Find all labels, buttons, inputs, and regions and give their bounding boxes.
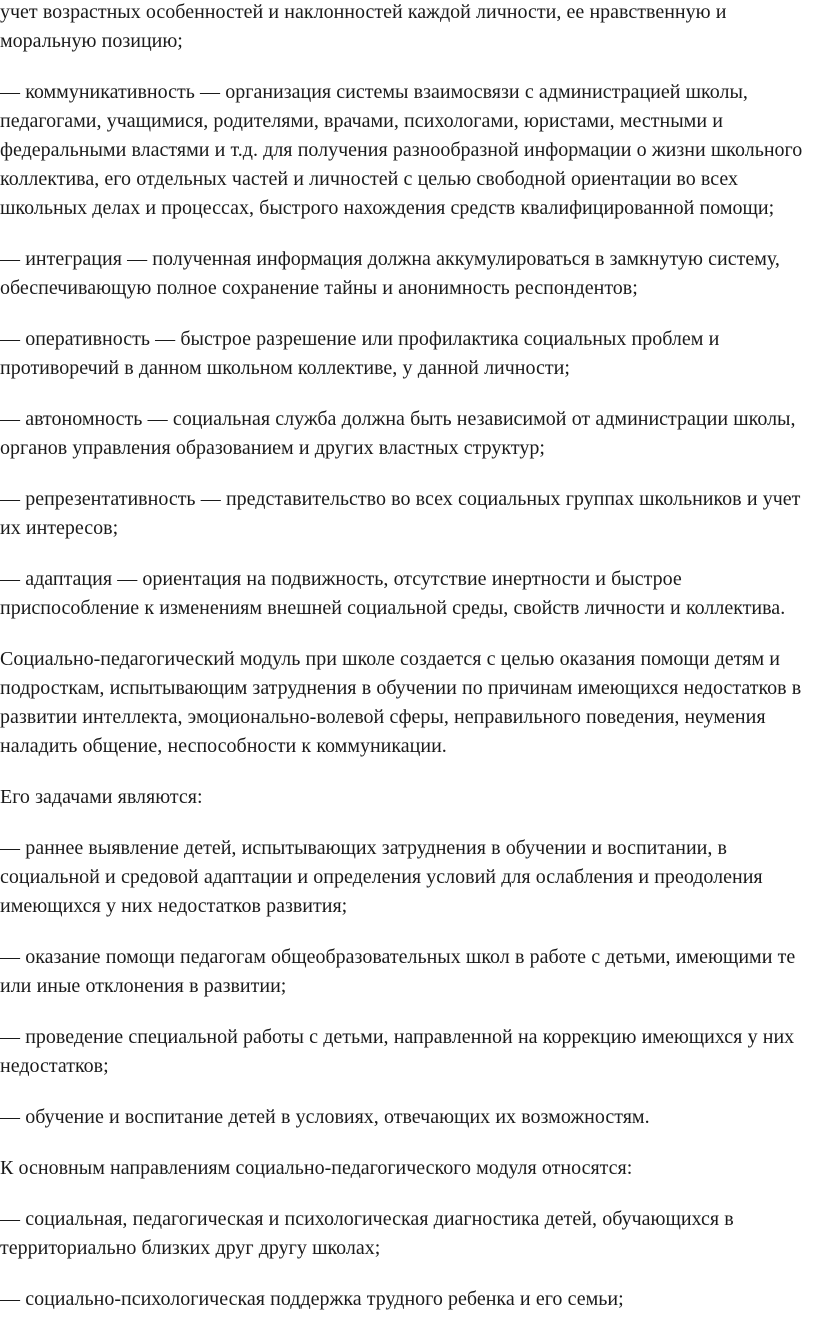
paragraph-2: — коммуникативность — организация системы взаимосвязи с администрацией школы, педагогами, учащимися, родителями, врачами, психологами, юристами, местными и федеральными властями и т.д. для получения разнообразной информации о жизни школьного коллектива, его отдельных частей и личностей с целью свободной ориентации во всех школьных делах и процессах, быстрого нахождения средств квалифицированной помощи; <box>0 81 803 219</box>
paragraph-14: К основным направлениям социально-педагогического модуля относятся: <box>0 1157 633 1179</box>
paragraph-9: Его задачами являются: <box>0 786 203 808</box>
paragraph-13: — обучение и воспитание детей в условиях, отвечающих их возможностям. <box>0 1106 650 1128</box>
paragraph-6: — репрезентативность — представительство во всех социальных группах школьников и учет их интересов; <box>0 488 801 539</box>
paragraph-3: — интеграция — полученная информация должна аккумулироваться в замкнутую систему, обеспечивающую полное сохранение тайны и анонимность респондентов; <box>0 248 780 299</box>
paragraph-11: — оказание помощи педагогам общеобразовательных школ в работе с детьми, имеющими те или иные отклонения в развитии; <box>0 946 796 997</box>
paragraph-7: — адаптация — ориентация на подвижность, отсутствие инертности и быстрое приспособление к изменениям внешней социальной среды, свойств личности и коллектива. <box>0 568 786 619</box>
paragraph-15: — социальная, педагогическая и психологическая диагностика детей, обучающихся в территориально близких друг другу школах; <box>0 1208 734 1259</box>
paragraph-1: учет возрастных особенностей и наклонностей каждой личности, ее нравственную и моральную позицию; <box>0 1 727 52</box>
paragraph-16: — социально-психологическая поддержка трудного ребенка и его семьи; <box>0 1288 624 1310</box>
paragraph-5: — автономность — социальная служба должна быть независимой от администрации школы, органов управления образованием и других властных структур; <box>0 408 796 459</box>
paragraph-8: Социально-педагогический модуль при школе создается с целью оказания помощи детям и подросткам, испытывающим затруднения в обучении по причинам имеющихся недостатков в развитии интеллекта, эмоционально-волевой сферы, неправильного поведения, неумения наладить общение, неспособности к коммуникации. <box>0 648 802 757</box>
paragraph-4: — оперативность — быстрое разрешение или профилактика социальных проблем и противоречий в данном школьном коллективе, у данной личности; <box>0 328 720 379</box>
paragraph-10: — раннее выявление детей, испытывающих затруднения в обучении и воспитании, в социальной и средовой адаптации и определения условий для ослабления и преодоления имеющихся у них недостатков развития; <box>0 837 763 917</box>
paragraph-12: — проведение специальной работы с детьми, направленной на коррекцию имеющихся у них недостатков; <box>0 1026 795 1077</box>
